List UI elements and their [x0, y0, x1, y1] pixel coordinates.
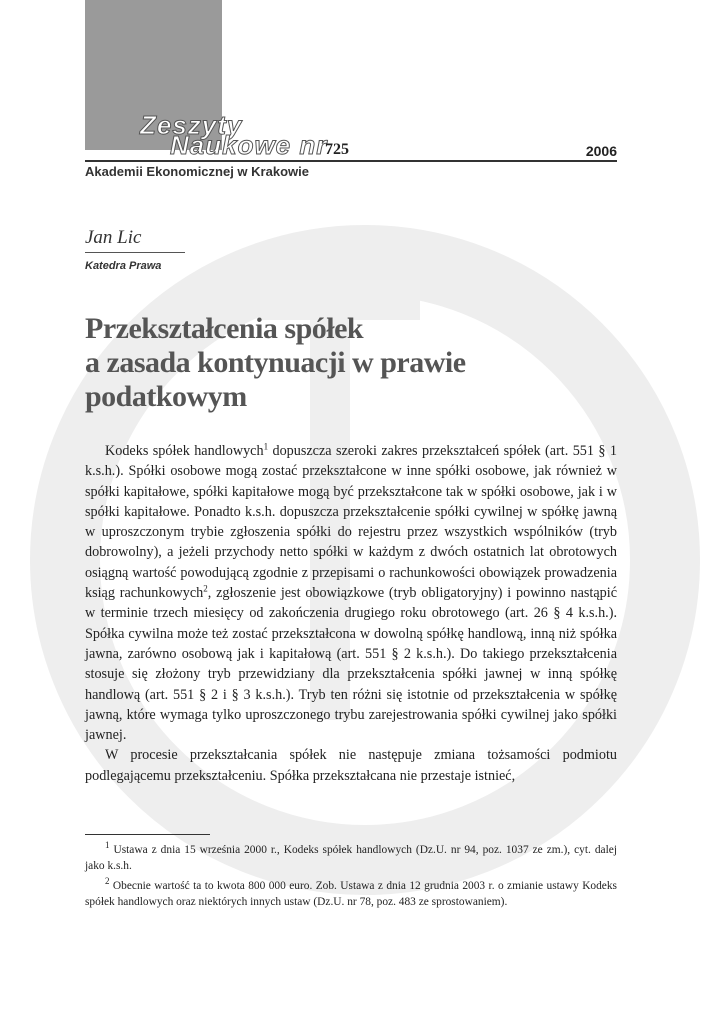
footnote-rule: [85, 834, 210, 835]
journal-logo: [140, 112, 327, 158]
text-span: , zgłoszenie jest obowiązkowe (tryb obligatoryjny) i powinno nastąpić w terminie trzech miesięcy od zakończenia drugiego roku obrotowego (art. 26 § 4 k.s.h.). Spółka cywilna może też zostać przekształcona w dowolną spółkę handlową, inną niż spółka jawna, zarówno osobową jak i kapitałową (art. 551 § 2 k.s.h.). Do takiego przekształcenia stosuje się złożony tryb przewidziany dla przekształcenia spółki jawnej w inną spółkę handlową (art. 551 § 2 i § 3 k.s.h.). Tryb ten różni się istotnie od przekształcenia w spółkę jawną, które wymaga tylko uproszczonego trybu zarejestrowania spółki cywilnej jako spółki jawnej.: [85, 585, 617, 744]
title-line: a zasada kontynuacji w prawie: [85, 346, 466, 379]
publisher-name: Akademii Ekonomicznej w Krakowie: [85, 164, 309, 179]
footnote-ref[interactable]: 1: [263, 441, 269, 452]
author-rule: [85, 252, 185, 253]
title-line: Przekształcenia spółek: [85, 312, 364, 345]
footnote-number: 2: [105, 876, 110, 887]
logo-line-1: Zeszyty: [140, 110, 243, 140]
footnote-text: Obecnie wartość ta to kwota 800 000 euro. Zob. Ustawa z dnia 12 grudnia 2003 r. o zmianie ustawy Kodeks spółek handlowych oraz niektórych innych ustaw (Dz.U. nr 78, poz. 483 ze sprostowaniem).: [85, 880, 617, 908]
text-span: dopuszcza szeroki zakres przekształceń spółek (art. 551 § 1 k.s.h.). Spółki osobowe mogą zostać przekształcone w inne spółki osobowe, jak również w spółki kapitałowe, spółki kapitałowe mogą być przekształcone tak w spółki osobowe, jak i w spółki kapitałowe. Ponadto k.s.h. dopuszcza przekształcenie spółki cywilnej w spółkę jawną w uproszczonym trybie zgłoszenia spółki do rejestru przez wszystkich wspólników (tryb dobrowolny), a jeżeli przychody netto spółki w każdym z dwóch ostatnich lat obrotowych osiągną wartość powodującą zgodnie z przepisami o rachunkowości obowiązek prowadzenia ksiąg rachunkowych: [85, 443, 617, 602]
footnote-text: Ustawa z dnia 15 września 2000 r., Kodeks spółek handlowych (Dz.U. nr 94, poz. 1037 ze zm.), cyt. dalej jako k.s.h.: [85, 844, 617, 872]
text-span: Kodeks spółek handlowych: [105, 443, 264, 459]
paragraph: W procesie przekształcania spółek nie następuje zmiana tożsamości podmiotu podlegającemu przekształceniu. Spółka przekształcana nie przestaje istnieć,: [85, 747, 617, 784]
title-line: podatkowym: [85, 380, 247, 413]
publication-year: 2006: [585, 143, 617, 159]
article-title: [85, 312, 605, 414]
paragraph: [85, 441, 617, 745]
issue-number: 725: [325, 141, 349, 158]
header-rule: [85, 160, 617, 162]
footnote-ref[interactable]: 2: [203, 583, 208, 594]
author-name: Jan Lic: [85, 227, 142, 248]
article-body: [85, 441, 617, 786]
footnote: [85, 842, 617, 874]
footnote: [85, 878, 617, 910]
author-affiliation: Katedra Prawa: [85, 260, 162, 272]
footnote-number: 1: [105, 840, 110, 851]
logo-line-2: Naukowe nr: [170, 130, 328, 160]
footnotes: [85, 842, 617, 914]
